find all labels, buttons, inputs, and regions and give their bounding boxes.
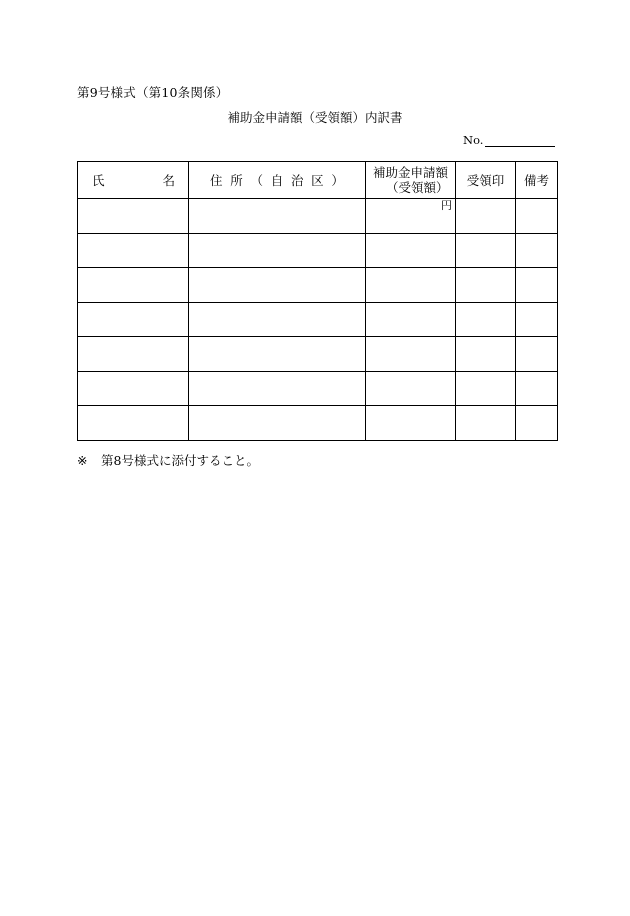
breakdown-table <box>77 161 558 441</box>
amount-cell[interactable] <box>366 337 456 372</box>
address-cell[interactable] <box>189 337 366 372</box>
form-number: 第9号様式（第10条関係） <box>77 85 229 100</box>
table-row <box>78 268 558 303</box>
remarks-cell[interactable] <box>516 302 558 337</box>
amount-cell[interactable] <box>366 199 456 234</box>
header-subsidy-amount: 補助金申請額 （受 領 額） <box>366 162 456 199</box>
name-cell[interactable] <box>78 371 189 406</box>
receipt-seal-cell[interactable] <box>456 337 516 372</box>
address-cell[interactable] <box>189 199 366 234</box>
table-row <box>78 302 558 337</box>
remarks-cell[interactable] <box>516 337 558 372</box>
document-number-field <box>463 133 555 147</box>
remarks-cell[interactable] <box>516 371 558 406</box>
address-cell[interactable] <box>189 233 366 268</box>
address-cell[interactable] <box>189 302 366 337</box>
amount-cell[interactable] <box>366 268 456 303</box>
document-number-label: No. <box>463 133 484 147</box>
name-cell[interactable] <box>78 337 189 372</box>
note-text: 第8号様式に添付すること。 <box>101 453 259 468</box>
yen-unit: 円 <box>441 199 452 212</box>
receipt-seal-cell[interactable] <box>456 406 516 441</box>
footnote <box>77 451 259 469</box>
receipt-seal-cell[interactable] <box>456 199 516 234</box>
document-number-blank <box>485 134 555 147</box>
header-address: 住 所 （ 自 治 区 ） <box>189 162 366 199</box>
table-header-row <box>78 162 558 199</box>
address-cell[interactable] <box>189 406 366 441</box>
receipt-seal-cell[interactable] <box>456 233 516 268</box>
table-row <box>78 371 558 406</box>
receipt-seal-cell[interactable] <box>456 371 516 406</box>
amount-cell[interactable] <box>366 371 456 406</box>
amount-cell[interactable] <box>366 302 456 337</box>
receipt-seal-cell[interactable] <box>456 268 516 303</box>
receipt-seal-cell[interactable] <box>456 302 516 337</box>
document-title: 補助金申請額（受領額）内訳書 <box>227 110 403 125</box>
note-mark: ※ <box>77 453 88 468</box>
remarks-cell[interactable] <box>516 233 558 268</box>
address-cell[interactable] <box>189 371 366 406</box>
name-cell[interactable] <box>78 406 189 441</box>
table-row <box>78 233 558 268</box>
amount-cell[interactable] <box>366 406 456 441</box>
table-row <box>78 406 558 441</box>
remarks-cell[interactable] <box>516 406 558 441</box>
name-cell[interactable] <box>78 199 189 234</box>
header-remarks: 備考 <box>516 162 558 199</box>
address-cell[interactable] <box>189 268 366 303</box>
table-row <box>78 199 558 234</box>
table-row <box>78 337 558 372</box>
remarks-cell[interactable] <box>516 199 558 234</box>
name-cell[interactable] <box>78 302 189 337</box>
header-receipt-seal: 受領印 <box>456 162 516 199</box>
name-cell[interactable] <box>78 268 189 303</box>
header-name: 氏 名 <box>78 162 189 199</box>
remarks-cell[interactable] <box>516 268 558 303</box>
name-cell[interactable] <box>78 233 189 268</box>
amount-cell[interactable] <box>366 233 456 268</box>
